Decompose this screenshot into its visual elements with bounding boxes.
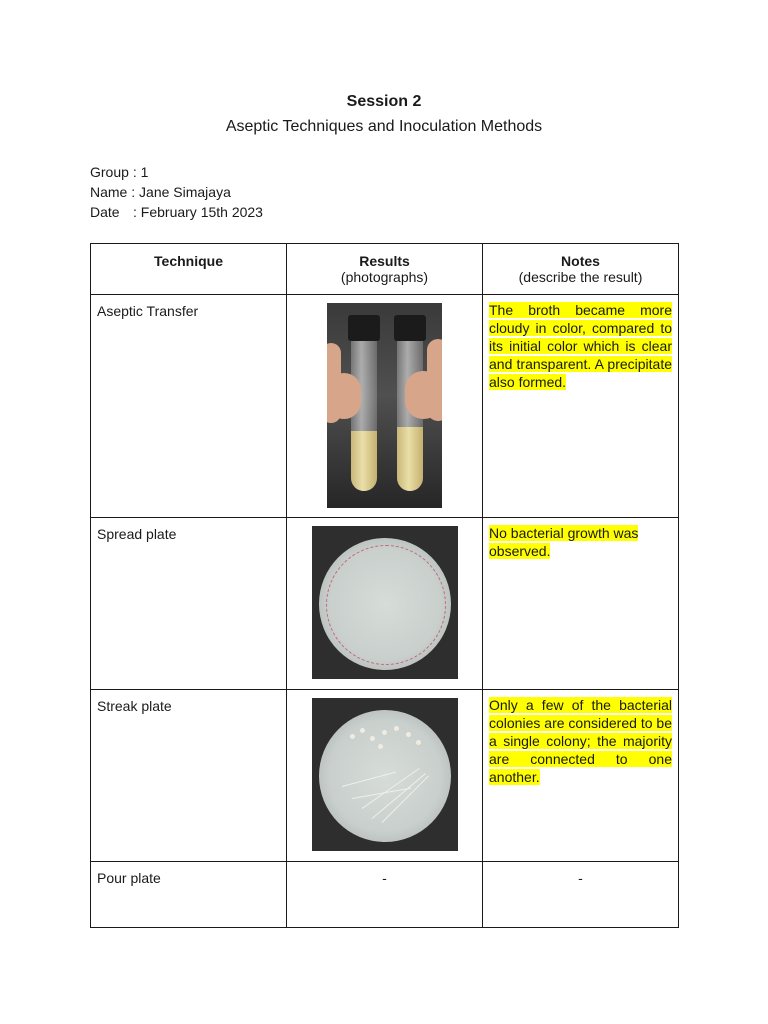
document-title: Session 2 — [346, 93, 422, 110]
highlighted-note: No bacterial growth was observed. — [489, 525, 639, 559]
test-tubes-photo — [327, 303, 442, 508]
colony — [370, 736, 375, 741]
notes-text — [489, 524, 672, 560]
table-row — [91, 295, 679, 518]
colony — [394, 726, 399, 731]
date-value: : February 15th 2023 — [133, 204, 263, 220]
left-tube-broth — [351, 431, 377, 491]
notes-cell: - — [483, 862, 679, 928]
notes-text — [489, 301, 672, 391]
dish-label-marking — [326, 545, 446, 665]
notes-cell — [483, 518, 679, 690]
technique-cell: Pour plate — [91, 862, 287, 928]
technique-cell: Aseptic Transfer — [91, 295, 287, 518]
group-value: : 1 — [132, 164, 149, 180]
highlighted-note: Only a few of the bacterial colonies are considered to be a single colony; the majority are connected to one another. — [489, 697, 672, 785]
notes-text — [489, 696, 672, 786]
colony — [378, 744, 383, 749]
right-tube-cap — [394, 315, 426, 341]
name-label: Name — [90, 184, 128, 200]
right-thumb — [427, 339, 442, 421]
group-line — [90, 162, 263, 182]
right-tube-broth — [397, 427, 423, 491]
left-tube-cap — [348, 315, 380, 341]
header-results-sub: (photographs) — [340, 269, 429, 285]
colony — [406, 732, 411, 737]
date-line — [90, 202, 263, 222]
header-results — [287, 244, 483, 295]
colony — [350, 734, 355, 739]
table-header-row — [91, 244, 679, 295]
streak-plate-photo — [312, 698, 458, 851]
document-subtitle: Aseptic Techniques and Inoculation Methods — [225, 118, 543, 135]
results-table — [90, 243, 679, 928]
notes-cell — [483, 690, 679, 862]
header-technique — [91, 244, 287, 295]
student-info — [90, 162, 263, 222]
header-notes-label: Notes — [561, 253, 600, 269]
name-line — [90, 182, 263, 202]
results-cell — [287, 690, 483, 862]
highlighted-note: The broth became more cloudy in color, compared to its initial color which is clear and transparent. A precipitate also formed. — [489, 302, 672, 390]
results-cell — [287, 518, 483, 690]
header-notes — [483, 244, 679, 295]
colony — [416, 740, 421, 745]
left-thumb — [327, 343, 341, 423]
name-value: : Jane Simajaya — [131, 184, 231, 200]
group-label: Group — [90, 164, 129, 180]
results-cell — [287, 295, 483, 518]
notes-cell — [483, 295, 679, 518]
header-notes-sub: (describe the result) — [518, 269, 643, 285]
table-row — [91, 862, 679, 928]
header-technique-label: Technique — [154, 253, 223, 269]
technique-cell: Spread plate — [91, 518, 287, 690]
header-results-label: Results — [359, 253, 410, 269]
spread-plate-photo — [312, 526, 458, 679]
colony — [360, 728, 365, 733]
results-cell: - — [287, 862, 483, 928]
technique-cell: Streak plate — [91, 690, 287, 862]
colony — [382, 730, 387, 735]
date-label: Date — [90, 204, 120, 220]
table-row — [91, 518, 679, 690]
table-row — [91, 690, 679, 862]
